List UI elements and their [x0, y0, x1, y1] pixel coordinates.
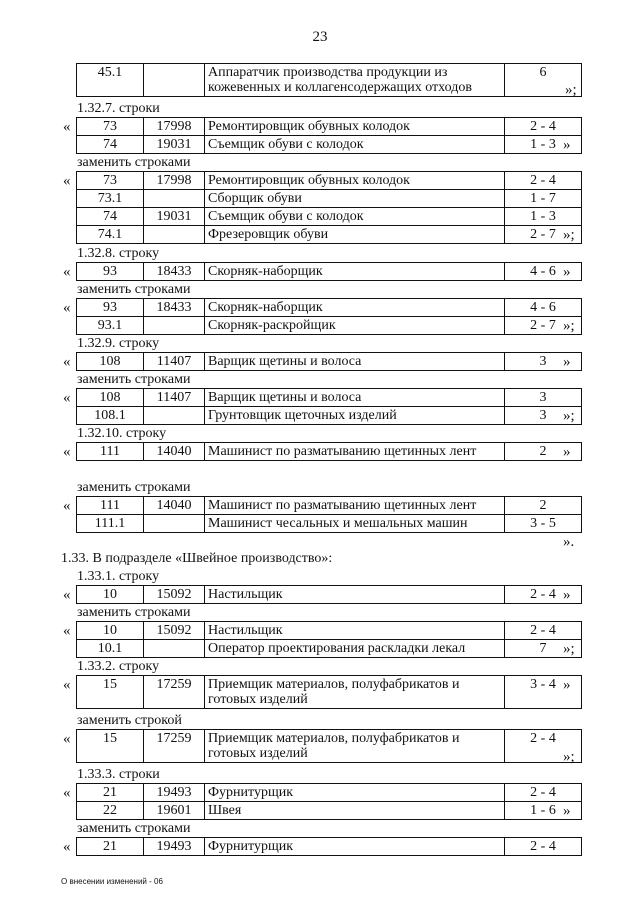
section-label: 1.33.3. строки	[77, 767, 160, 782]
table-row	[77, 730, 582, 763]
close-quote: ».	[563, 534, 575, 550]
profession-table	[76, 63, 582, 97]
code-cell: 11407	[144, 353, 205, 371]
grade-range-cell: 3	[505, 407, 582, 425]
table-row	[77, 838, 582, 856]
code-cell: 19031	[144, 208, 205, 226]
close-quote: »;	[565, 82, 577, 98]
profession-name-cell: Съемщик обуви с колодок	[205, 208, 505, 226]
profession-name-cell: Настильщик	[205, 586, 505, 604]
code-cell: 19031	[144, 136, 205, 154]
profession-name-cell: Фрезеровщик обуви	[205, 226, 505, 244]
code-cell: 14040	[144, 497, 205, 515]
table-row	[77, 208, 582, 226]
row-number-cell: 10	[77, 622, 144, 640]
grade-range-cell: 2 - 4	[505, 118, 582, 136]
code-cell: 19493	[144, 838, 205, 856]
table-row	[77, 443, 582, 461]
code-cell: 17259	[144, 730, 205, 763]
table-row	[77, 136, 582, 154]
page-number: 23	[312, 29, 328, 45]
table-row	[77, 407, 582, 425]
close-quote: »	[563, 444, 571, 460]
open-quote: «	[63, 300, 71, 316]
section-label: 1.33.1. строку	[77, 569, 160, 584]
profession-name-cell: Скорняк-наборщик	[205, 299, 505, 317]
close-quote: »	[563, 137, 571, 153]
open-quote: «	[63, 498, 71, 514]
table-row	[77, 190, 582, 208]
grade-range-cell: 2 - 7	[505, 317, 582, 335]
profession-name-cell: Аппаратчик производства продукции из кожевенных и коллагенсодержащих отходов	[205, 64, 505, 97]
code-cell: 17259	[144, 676, 205, 709]
code-cell: 15092	[144, 622, 205, 640]
grade-range-cell: 4 - 6	[505, 263, 582, 281]
row-number-cell: 45.1	[77, 64, 144, 97]
profession-table	[76, 585, 582, 604]
table-row	[77, 172, 582, 190]
profession-name-cell: Фурнитурщик	[205, 838, 505, 856]
code-cell: 11407	[144, 389, 205, 407]
section-label: 1.32.10. строку	[77, 426, 167, 441]
open-quote: «	[63, 173, 71, 189]
table-row	[77, 299, 582, 317]
close-quote: »;	[563, 408, 575, 424]
open-quote: «	[63, 839, 71, 855]
row-number-cell: 111.1	[77, 515, 144, 533]
row-number-cell: 93.1	[77, 317, 144, 335]
grade-range-cell: 1 - 6	[505, 802, 582, 820]
table-row	[77, 353, 582, 371]
row-number-cell: 10	[77, 586, 144, 604]
close-quote: »	[563, 587, 571, 603]
row-number-cell: 21	[77, 784, 144, 802]
table-row	[77, 389, 582, 407]
profession-name-cell: Скорняк-наборщик	[205, 263, 505, 281]
section-label: 1.32.7. строки	[77, 101, 160, 116]
profession-table	[76, 117, 582, 154]
footer-note: О внесении изменений - 06	[61, 877, 163, 886]
grade-range-cell: 3	[505, 389, 582, 407]
table-row	[77, 118, 582, 136]
profession-name-cell: Грунтовщик щеточных изделий	[205, 407, 505, 425]
close-quote: »	[563, 264, 571, 280]
profession-name-cell: Швея	[205, 802, 505, 820]
section-label: заменить строками	[77, 282, 191, 297]
profession-name-cell: Варщик щетины и волоса	[205, 353, 505, 371]
section-label: 1.33.2. строку	[77, 659, 160, 674]
grade-range-cell: 2	[505, 497, 582, 515]
table-row	[77, 676, 582, 709]
open-quote: «	[63, 444, 71, 460]
profession-table	[76, 352, 582, 371]
row-number-cell: 22	[77, 802, 144, 820]
close-quote: »	[563, 803, 571, 819]
grade-range-cell: 2 - 7	[505, 226, 582, 244]
profession-name-cell: Съемщик обуви с колодок	[205, 136, 505, 154]
section-label: заменить строками	[77, 480, 191, 495]
section-label: заменить строками	[77, 605, 191, 620]
row-number-cell: 73	[77, 118, 144, 136]
section-label: 1.32.9. строку	[77, 336, 160, 351]
profession-name-cell: Ремонтировщик обувных колодок	[205, 118, 505, 136]
code-cell	[144, 64, 205, 97]
grade-range-cell: 2 - 4	[505, 172, 582, 190]
profession-table	[76, 171, 582, 244]
table-row	[77, 497, 582, 515]
section-heading: 1.33. В подразделе «Швейное производство»:	[61, 551, 333, 566]
row-number-cell: 108	[77, 389, 144, 407]
close-quote: »;	[563, 318, 575, 334]
row-number-cell: 111	[77, 497, 144, 515]
grade-range-cell: 7	[505, 640, 582, 658]
open-quote: «	[63, 785, 71, 801]
code-cell: 14040	[144, 443, 205, 461]
profession-table	[76, 729, 582, 763]
row-number-cell: 93	[77, 299, 144, 317]
profession-name-cell: Машинист по разматыванию щетинных лент	[205, 497, 505, 515]
profession-table	[76, 298, 582, 335]
open-quote: «	[63, 677, 71, 693]
close-quote: »	[563, 354, 571, 370]
row-number-cell: 21	[77, 838, 144, 856]
grade-range-cell: 2 - 4	[505, 784, 582, 802]
table-row	[77, 263, 582, 281]
code-cell: 18433	[144, 263, 205, 281]
grade-range-cell: 6	[505, 64, 582, 97]
row-number-cell: 74	[77, 208, 144, 226]
grade-range-cell: 2 - 4	[505, 622, 582, 640]
grade-range-cell: 3 - 5	[505, 515, 582, 533]
grade-range-cell: 1 - 3	[505, 208, 582, 226]
code-cell: 19493	[144, 784, 205, 802]
code-cell: 19601	[144, 802, 205, 820]
section-label: заменить строками	[77, 372, 191, 387]
profession-table	[76, 262, 582, 281]
profession-name-cell: Приемщик материалов, полуфабрикатов и готовых изделий	[205, 676, 505, 709]
open-quote: «	[63, 119, 71, 135]
grade-range-cell: 2 - 4	[505, 730, 582, 763]
grade-range-cell: 1 - 3	[505, 136, 582, 154]
profession-table	[76, 621, 582, 658]
code-cell	[144, 407, 205, 425]
profession-name-cell: Скорняк-раскройщик	[205, 317, 505, 335]
profession-name-cell: Оператор проектирования раскладки лекал	[205, 640, 505, 658]
row-number-cell: 73.1	[77, 190, 144, 208]
profession-name-cell: Машинист чесальных и мешальных машин	[205, 515, 505, 533]
table-row	[77, 640, 582, 658]
close-quote: »;	[563, 641, 575, 657]
section-label: заменить строками	[77, 821, 191, 836]
code-cell	[144, 226, 205, 244]
open-quote: «	[63, 354, 71, 370]
profession-table	[76, 442, 582, 461]
row-number-cell: 108.1	[77, 407, 144, 425]
profession-name-cell: Ремонтировщик обувных колодок	[205, 172, 505, 190]
row-number-cell: 15	[77, 730, 144, 763]
code-cell	[144, 640, 205, 658]
row-number-cell: 74	[77, 136, 144, 154]
row-number-cell: 15	[77, 676, 144, 709]
code-cell: 18433	[144, 299, 205, 317]
open-quote: «	[63, 587, 71, 603]
table-row	[77, 317, 582, 335]
row-number-cell: 10.1	[77, 640, 144, 658]
profession-name-cell: Фурнитурщик	[205, 784, 505, 802]
profession-table	[76, 783, 582, 820]
open-quote: «	[63, 623, 71, 639]
close-quote: »;	[563, 749, 575, 765]
open-quote: «	[63, 390, 71, 406]
profession-name-cell: Сборщик обуви	[205, 190, 505, 208]
code-cell: 17998	[144, 172, 205, 190]
code-cell	[144, 317, 205, 335]
profession-name-cell: Варщик щетины и волоса	[205, 389, 505, 407]
code-cell: 17998	[144, 118, 205, 136]
row-number-cell: 74.1	[77, 226, 144, 244]
open-quote: «	[63, 731, 71, 747]
table-row	[77, 622, 582, 640]
grade-range-cell: 2	[505, 443, 582, 461]
code-cell: 15092	[144, 586, 205, 604]
grade-range-cell: 4 - 6	[505, 299, 582, 317]
profession-name-cell: Настильщик	[205, 622, 505, 640]
profession-table	[76, 675, 582, 709]
table-row	[77, 515, 582, 533]
profession-name-cell: Машинист по разматыванию щетинных лент	[205, 443, 505, 461]
close-quote: »;	[563, 227, 575, 243]
table-row	[77, 226, 582, 244]
row-number-cell: 93	[77, 263, 144, 281]
section-label: заменить строкой	[77, 713, 182, 728]
grade-range-cell: 2 - 4	[505, 586, 582, 604]
grade-range-cell: 3 - 4	[505, 676, 582, 709]
grade-range-cell: 2 - 4	[505, 838, 582, 856]
row-number-cell: 111	[77, 443, 144, 461]
close-quote: »	[563, 677, 571, 693]
profession-table	[76, 496, 582, 533]
profession-table	[76, 388, 582, 425]
open-quote: «	[63, 264, 71, 280]
table-row	[77, 586, 582, 604]
row-number-cell: 108	[77, 353, 144, 371]
table-row	[77, 802, 582, 820]
section-label: заменить строками	[77, 155, 191, 170]
table-row	[77, 64, 582, 97]
profession-table	[76, 837, 582, 856]
table-row	[77, 784, 582, 802]
grade-range-cell: 3	[505, 353, 582, 371]
grade-range-cell: 1 - 7	[505, 190, 582, 208]
row-number-cell: 73	[77, 172, 144, 190]
code-cell	[144, 515, 205, 533]
code-cell	[144, 190, 205, 208]
section-label: 1.32.8. строку	[77, 246, 160, 261]
profession-name-cell: Приемщик материалов, полуфабрикатов и готовых изделий	[205, 730, 505, 763]
